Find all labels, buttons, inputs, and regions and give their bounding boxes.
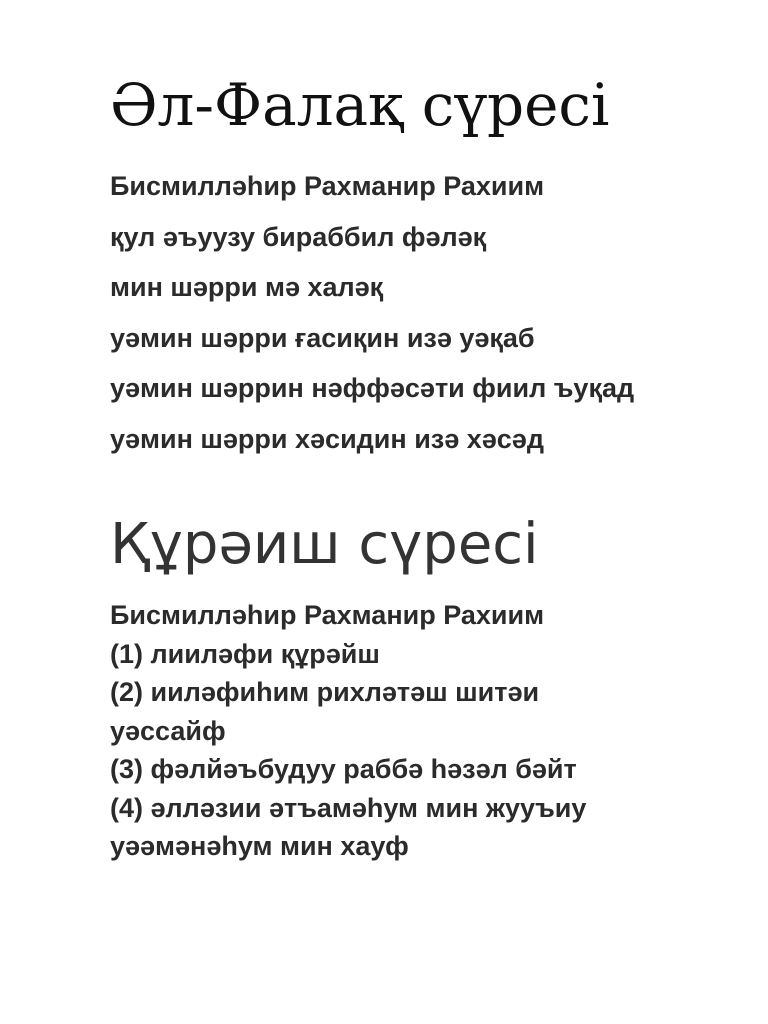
surah-quraysh-verses xyxy=(110,596,740,866)
verse-line: уәмин шәрри хәсидин изә хәсәд xyxy=(110,423,544,454)
verse-line: мин шәрри мә халәқ xyxy=(110,272,384,302)
verse-line: қул әъуузу бираббил фәләқ xyxy=(110,221,487,252)
verse-line: (4) әлләзии әтъамәһум мин жууъиу уәәмәнәһум мин хауф xyxy=(110,792,587,861)
verse-line: (2) ииләфиһим рихләтәш шитәи уәссайф xyxy=(110,677,540,746)
verse-line: уәмин шәррин нәффәсәти фиил ъуқад xyxy=(110,373,635,403)
surah-falaq-title: Әл-Фалақ сүресі xyxy=(110,71,610,139)
surah-falaq-verses xyxy=(110,168,634,471)
verse-line: Бисмилләһир Рахманир Рахиим xyxy=(110,600,545,630)
surah-quraysh-title: Құрәиш сүресі xyxy=(110,512,539,577)
verse-line: (1) лииләфи құрәйш xyxy=(110,638,380,669)
verse-line: уәмин шәрри ғасиқин изә уәқаб xyxy=(110,322,535,353)
verse-line: (3) фәлйәъбудуу раббә һәзәл бәйт xyxy=(110,754,577,784)
verse-line: Бисмилләһир Рахманир Рахиим xyxy=(110,171,545,201)
